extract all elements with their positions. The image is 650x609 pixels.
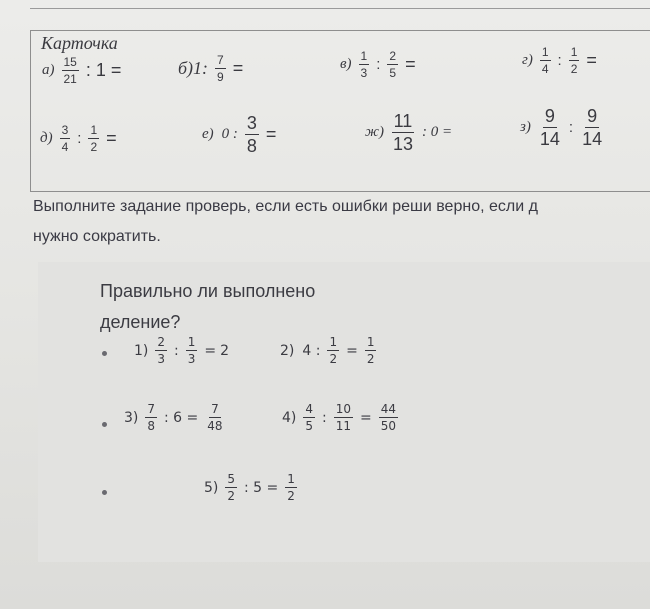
fraction: $\frac{44}{50}$ bbox=[380, 402, 397, 433]
fraction: $\frac{9}{14}$ bbox=[539, 106, 560, 149]
card-item-z: з) $\frac{9}{14}$ : $\frac{9}{14}$ bbox=[520, 106, 603, 149]
fraction: $\frac{2}{3}$ bbox=[157, 335, 166, 366]
fraction: $\frac{11}{13}$ bbox=[392, 111, 413, 154]
fraction: $\frac{15}{21}$ bbox=[63, 55, 77, 86]
fraction: $\frac{1}{4}$ bbox=[541, 45, 549, 76]
card-item-d: д) $\frac{3}{4}$ : $\frac{1}{2}$ = bbox=[40, 123, 117, 154]
quiz-task-4: 4) $\frac{4}{5}$ : $\frac{10}{11}$ = $\frac{44}{50}$ bbox=[282, 402, 397, 433]
fraction: $\frac{1}{2}$ bbox=[287, 472, 295, 503]
fraction: $\frac{1}{2}$ bbox=[329, 335, 338, 366]
fraction: $\frac{2}{5}$ bbox=[389, 49, 397, 80]
card-item-zh: ж) $\frac{11}{13}$ : 0 = bbox=[365, 111, 453, 154]
fraction: $\frac{3}{4}$ bbox=[61, 123, 69, 154]
card-item-e: е) 0 : $\frac{3}{8}$ = bbox=[202, 113, 277, 156]
fraction: $\frac{1}{3}$ bbox=[187, 335, 196, 366]
instruction-text: Выполните задание проверь, если есть ошибки реши верно, если д нужно сократить. bbox=[33, 198, 538, 245]
fraction: $\frac{7}{8}$ bbox=[147, 402, 156, 433]
card-item-a: а) $\frac{15}{21}$ : 1 = bbox=[42, 55, 122, 86]
fraction: $\frac{1}{2}$ bbox=[366, 335, 375, 366]
top-cut-strip bbox=[30, 0, 650, 9]
quiz-task-1: 1) $\frac{2}{3}$ : $\frac{1}{3}$ = 2 bbox=[134, 335, 230, 366]
card-item-g: г) $\frac{1}{4}$ : $\frac{1}{2}$ = bbox=[522, 45, 597, 76]
fraction: $\frac{7}{48}$ bbox=[207, 402, 223, 433]
fraction: $\frac{4}{5}$ bbox=[305, 402, 314, 433]
quiz-title: Правильно ли выполнено деление? bbox=[100, 281, 316, 332]
fraction: $\frac{1}{2}$ bbox=[570, 45, 578, 76]
card-title: Карточка bbox=[41, 33, 118, 53]
bullet-icon bbox=[102, 422, 107, 427]
fraction: $\frac{7}{9}$ bbox=[217, 53, 224, 84]
fraction: $\frac{10}{11}$ bbox=[335, 402, 352, 433]
quiz-task-3: 3) $\frac{7}{8}$ : 6 = $\frac{7}{48}$ bbox=[124, 402, 223, 433]
card-item-v: в) $\frac{1}{3}$ : $\frac{2}{5}$ = bbox=[340, 49, 416, 80]
quiz-task-5: 5) $\frac{5}{2}$ : 5 = $\frac{1}{2}$ bbox=[204, 472, 295, 503]
bullet-icon bbox=[102, 490, 107, 495]
card-item-b: б)1: $\frac{7}{9}$ = bbox=[178, 53, 244, 84]
fraction: $\frac{9}{14}$ bbox=[582, 106, 603, 149]
fraction: $\frac{3}{8}$ bbox=[246, 113, 257, 156]
fraction: $\frac{1}{3}$ bbox=[360, 49, 368, 80]
fraction: $\frac{1}{2}$ bbox=[90, 123, 98, 154]
fraction: $\frac{5}{2}$ bbox=[227, 472, 236, 503]
quiz-task-2: 2) 4 : $\frac{1}{2}$ = $\frac{1}{2}$ bbox=[280, 335, 375, 366]
bullet-icon bbox=[102, 351, 107, 356]
